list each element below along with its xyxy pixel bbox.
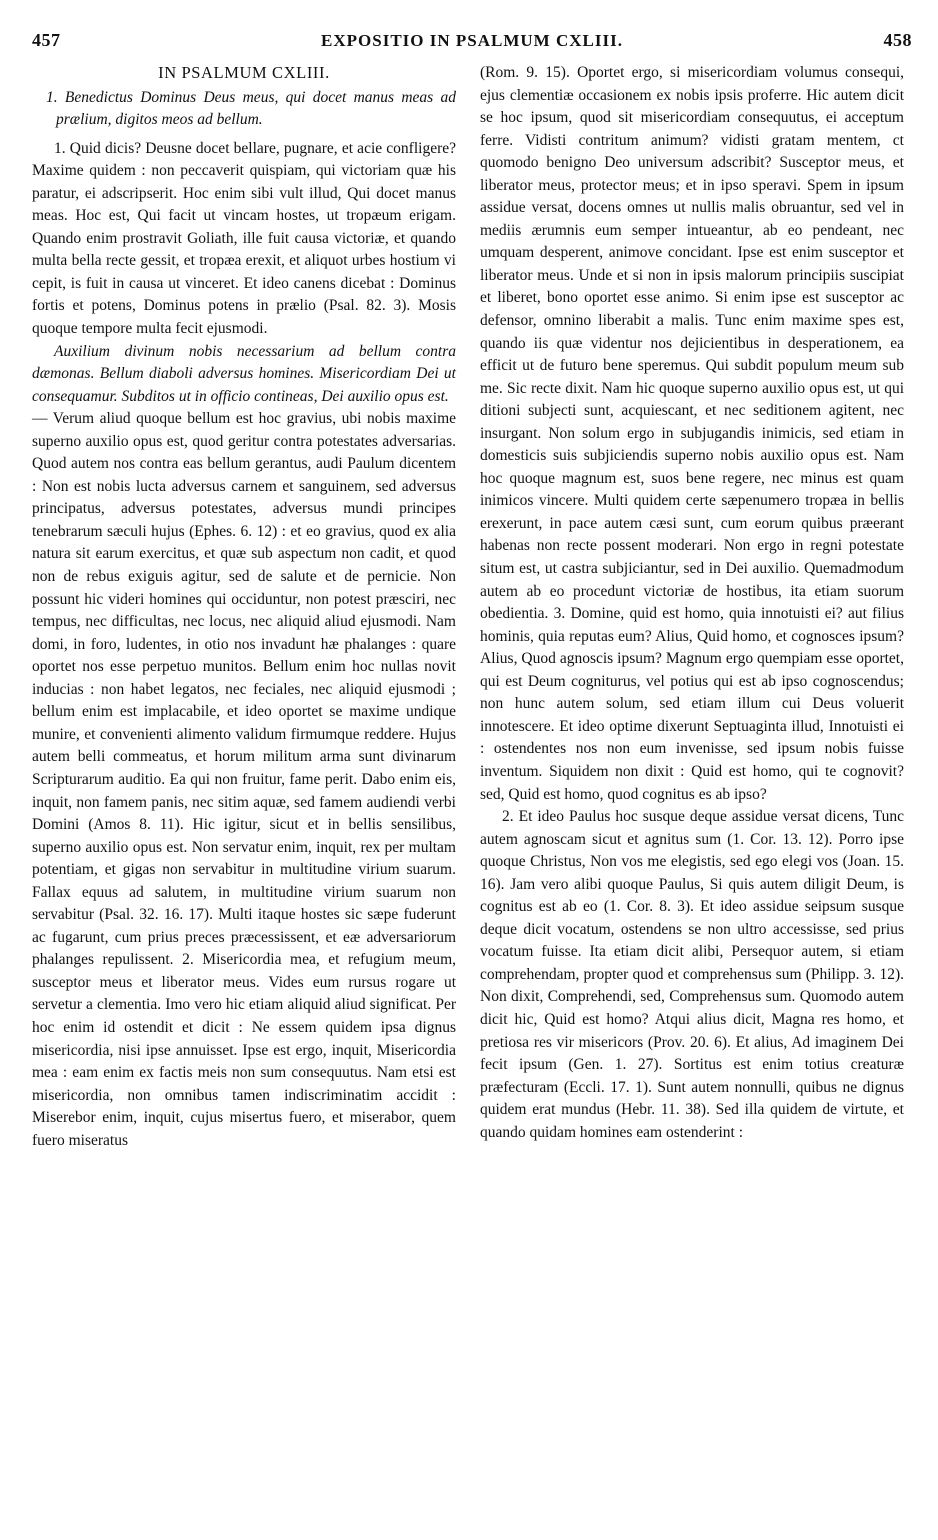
commentary-paragraph: 2. Et ideo Paulus hoc susque deque assidue versat dicens, Tunc autem agnoscam sicut et agnitus sum (1. Cor. 13. 12). Porro ipse quoque Christus, Non vos me elegistis, sed ego elegi vos (Joan. 15. 16). Jam vero alibi quoque Paulus, Si quis autem diligit Deum, is cognitus est ab eo (1. Cor. 8. 3). Et ideo assidue seipsum susque deque dicit vocatum, ostendens se non ultro accessisse, sed prius vocatum fuisse. Ita etiam dicit alibi, Persequor autem, si etiam comprehendam, propter quod et comprehensus sum (Philipp. 3. 12). Non dixit, Comprehendi, sed, Comprehensus sum. Quomodo autem dicit hic, Quid est homo? Atqui alius dicit, Magna res homo, et pretiosa res vir misericors (Prov. 20. 6). Et alius, Ad imaginem Dei fecit ipsum (Gen. 1. 27). Sortitus est enim totius creaturæ præfecturam (Eccli. 17. 1). Sunt autem nonnulli, quibus ne dignus quidem erat mundus (Hebr. 11. 38). Sed illa quidem de virtute, et quando quidam homines eam ostenderint : xyxy=(480,808,904,1141)
running-title: EXPOSITIO IN PSALMUM CXLIII. xyxy=(321,31,623,50)
commentary-paragraph: (Rom. 9. 15). Oportet ergo, si misericordiam volumus consequi, ejus clementiæ occasionem ex nobis ipsis proferre. Hic autem dicit se hoc ipsum, quod sit misericordiam consequutus, ei acceptum ferre. Vidisti contritum animum? vidisti gratam mentem, ct quomodo benigno Deo universum adscribit? Susceptor meus, et liberator meus, protector meus; et in ipso speravi. Spem in ipsum assidue versat, docens omnes ut nullis malis obruantur, sed vel in mediis ærumnis eum semper intueantur, ab eo pendeant, nec umquam desperent, animove concidant. Ipse est enim susceptor et liberator meus. Unde et si non in ipsis malorum principiis suscipiat et liberet, bono oportet esse animo. Si enim ipse est susceptor ac defensor, omnino liberabit a malis. Tunc enim maxime spes est, quando iis quæ videntur nos dejicientibus in desperationem, ea efficit ut de futuro bene speremus. Qui subdit populum meum sub me. Sic recte dixit. Nam hic quoque superno auxilio opus est, ut qui ditioni subjecti sunt, acquiescant, et nec seditionem agitent, nec insurgant. Non solum ergo in subjugandis inimicis, sed etiam in domesticis suis subjiciendis superno nobis auxilio opus est. Nam hoc quoque magnum est, suos bene regere, nec minus est quam inimicos vincere. Multi quidem certe sæpenumero tropæa in bellis erexerunt, in pace autem cæsi sunt, cum eorum quibus præerant habenas non recte possent moderari. Non ergo in regni potestate situm est, ut castra subjiciantur, sed in Dei auxilio. Quemadmodum autem ab eo procedunt victoriæ de hostibus, ita etiam suorum obedientia. 3. Domine, quid est homo, quia innotuisti ei? aut filius hominis, quia reputas eum? Alius, Quid homo, et cognosces ipsum? Alius, Quod agnoscis ipsum? Magnum ergo quempiam esse oportet, qui est Deum cogniturus, vel potius qui est ab ipso cognoscendus; non hunc autem solum, sed etiam illum cui Deus voluerit innotescere. Et ideo optime dixerunt Septuaginta illud, Innotuisti ei : ostendentes nos non eum invenisse, sed ipsum nobis fuisse inventum. Siquidem non dixit : Quid est homo, qui te cognovit? sed, Quid est homo, quod cognitus es ab ipso? xyxy=(480,64,904,803)
section-summary: Auxilium divinum nobis necessarium ad bellum contra dæmonas. Bellum diaboli adversus homines. Misericordiam Dei ut consequamur. Subditos ut in officio contineas, Dei auxilio opus est. xyxy=(32,342,456,405)
left-page-number: 457 xyxy=(32,30,61,50)
commentary-paragraph: — Verum aliud quoque bellum est hoc gravius, ubi nobis maxime superno auxilio opus est, quod geritur contra potestates adversarias. Quod autem nos contra eas bellum gerantus, audi Paulum dicentem : Non est nobis lucta adversus carnem et sanguinem, sed adversus principatus, adversus potestates, adversus mundi principes tenebrarum sæculi hujus (Ephes. 6. 12) : et eo gravius, quod ex alia natura sit earum exercitus, et quæ sub aspectum non cadit, et quod non de rebus exiguis agitur, sed de salute et de pernicie. Non possunt hic videri homines qui occiduntur, non potest præsciri, nec tempus, nec difficultas, nec locus, nec aliquid aliud ejusmodi. Nam domi, in foro, ludentes, in otio nos invadunt hæ phalanges : quare oportet nos esse perpetuo munitos. Bellum enim hoc nullas novit inducias : non habet legatos, nec feciales, nec aliquid ejusmodi ; bellum enim est implacabile, et ideo oportet se maxime undique munire, et convenienti alimento validum firmumque reddere. Hujus autem belli commeatus, et horum militum arma sunt divinarum Scripturarum auditio. Ea qui non fruitur, fame perit. Dabo enim eis, inquit, non famem panis, nec sitim aquæ, sed famem audiendi verbi Domini (Amos 8. 11). Hic igitur, sicut et in bellis sensilibus, superno auxilio opus est. Non servatur enim, inquit, rex per multam potentiam, et gigas non servabitur in multitudine virium suarum. Fallax equus ad salutem, in multitudine virium suarum non servabitur (Psal. 32. 16. 17). Multi itaque hostes sic sæpe fuderunt ac fugarunt, cum prius preces præcessissent, et eæ adversariorum phalanges repulissent. 2. Misericordia mea, et refugium meum, susceptor meus et liberator meus. Vides eum rursus rogare ut servetur a clementia. Imo vero hic etiam aliquid aliud significat. Per hoc enim id ostendit et dicit : Ne essem quidem ipsa dignus misericordia, nisi ipse annuisset. Ipse est ergo, inquit, Misericordia mea : eam enim ex factis meis non sum consequutus. Nam etsi est misericordia, non omnibus tamen indiscriminatim accidit : Miserebor enim, inquit, cujus misertus fuero, et miserabor, quem fuero miseratus xyxy=(32,410,456,1149)
commentary-paragraph: 1. Quid dicis? Deusne docet bellare, pugnare, et acie confligere? Maxime quidem : non peccaverit quispiam, qui victoriam quæ his paratur, ei adscripserit. Hoc enim sibi vult illud, Qui docet manus meas. Hoc est, Qui facit ut vincam hostes, ut tropæum erigam. Quando enim prostravit Goliath, ille fuit causa victoriæ, et quando multa bella recte gessit, et tropæa erexit, et aliquot urbes hostium vi cepit, is fuit in causa ut vinceret. Et ideo canens dicebat : Dominus fortis et potens, Dominus potens in prælio (Psal. 82. 3). Mosis quoque tempore multa fecit ejusmodi. xyxy=(32,139,456,338)
psalm-heading: IN PSALMUM CXLIII. xyxy=(158,63,330,82)
psalm-verse: 1. Benedictus Dominus Deus meus, qui docet manus meas ad prælium, digitos meos ad bellum. xyxy=(46,88,456,129)
running-head xyxy=(32,30,912,60)
right-column xyxy=(480,62,904,1144)
right-page-number: 458 xyxy=(883,30,912,50)
left-column xyxy=(32,62,456,1152)
